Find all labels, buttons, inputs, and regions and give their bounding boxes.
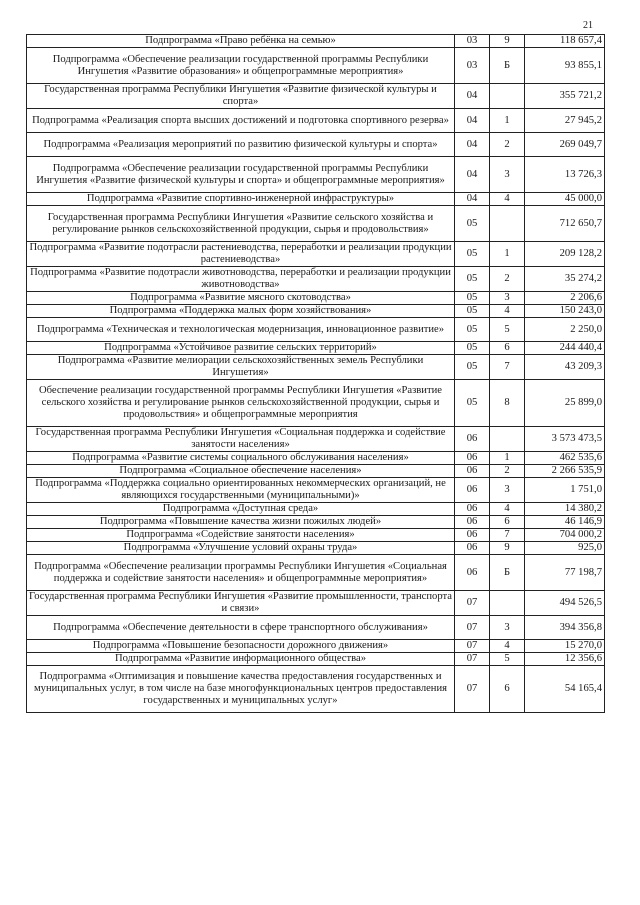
row-code-cell: 06 [455, 465, 490, 478]
row-name-cell: Подпрограмма «Развитие системы социального обслуживания населения» [27, 452, 455, 465]
row-name-cell: Подпрограмма «Поддержка социально ориентированных некоммерческих организаций, не являющихся государственными (муниципальными)» [27, 478, 455, 503]
row-subcode-cell: 5 [490, 653, 525, 666]
row-code-cell: 03 [455, 35, 490, 48]
row-subcode-cell: 1 [490, 109, 525, 133]
row-name-cell: Подпрограмма «Право ребёнка на семью» [27, 35, 455, 48]
row-name-cell: Подпрограмма «Реализация мероприятий по развитию физической культуры и спорта» [27, 133, 455, 157]
table-row [27, 452, 605, 465]
table-row [27, 653, 605, 666]
row-code-cell: 05 [455, 305, 490, 318]
row-code-cell: 06 [455, 516, 490, 529]
row-name-cell: Подпрограмма «Доступная среда» [27, 503, 455, 516]
row-subcode-cell: 4 [490, 640, 525, 653]
row-amount-cell: 12 356,6 [525, 653, 605, 666]
row-code-cell: 05 [455, 206, 490, 242]
row-name-cell: Подпрограмма «Развитие спортивно-инженерной инфраструктуры» [27, 193, 455, 206]
row-name-cell: Подпрограмма «Улучшение условий охраны труда» [27, 542, 455, 555]
table-body [27, 35, 605, 713]
row-code-cell: 06 [455, 452, 490, 465]
row-subcode-cell: 3 [490, 292, 525, 305]
row-code-cell: 05 [455, 380, 490, 427]
row-code-cell: 05 [455, 355, 490, 380]
table-row [27, 465, 605, 478]
row-name-cell: Подпрограмма «Оптимизация и повышение качества предоставления государственных и муниципальных услуг, в том числе на базе многофункциональных центров предоставления государственных и муниципальных услуг» [27, 666, 455, 713]
table-row [27, 542, 605, 555]
table-row [27, 242, 605, 267]
row-amount-cell: 14 380,2 [525, 503, 605, 516]
row-subcode-cell: 7 [490, 355, 525, 380]
row-subcode-cell: 1 [490, 242, 525, 267]
row-subcode-cell: 8 [490, 380, 525, 427]
row-code-cell: 07 [455, 616, 490, 640]
table-row [27, 35, 605, 48]
table-row [27, 133, 605, 157]
row-name-cell: Государственная программа Республики Ингушетия «Социальная поддержка и содействие занятости населения» [27, 427, 455, 452]
table-row [27, 555, 605, 591]
row-subcode-cell: 4 [490, 305, 525, 318]
row-name-cell: Подпрограмма «Обеспечение реализации государственной программы Республики Ингушетия «Развитие образования» и общепрограммные мероприятия» [27, 48, 455, 84]
row-subcode-cell: 6 [490, 516, 525, 529]
row-amount-cell: 712 650,7 [525, 206, 605, 242]
table-row [27, 616, 605, 640]
row-amount-cell: 15 270,0 [525, 640, 605, 653]
table-row [27, 318, 605, 342]
row-amount-cell: 704 000,2 [525, 529, 605, 542]
table-row [27, 427, 605, 452]
row-name-cell: Подпрограмма «Развитие мелиорации сельскохозяйственных земель Республики Ингушетия» [27, 355, 455, 380]
row-amount-cell: 244 440,4 [525, 342, 605, 355]
row-code-cell: 04 [455, 157, 490, 193]
row-amount-cell: 355 721,2 [525, 84, 605, 109]
row-amount-cell: 3 573 473,5 [525, 427, 605, 452]
table-row [27, 503, 605, 516]
row-amount-cell: 2 266 535,9 [525, 465, 605, 478]
row-code-cell: 06 [455, 478, 490, 503]
row-amount-cell: 25 899,0 [525, 380, 605, 427]
row-name-cell: Подпрограмма «Развитие подотрасли животноводства, переработки и реализации продукции животноводства» [27, 267, 455, 292]
row-subcode-cell: 2 [490, 267, 525, 292]
row-subcode-cell: 4 [490, 193, 525, 206]
row-amount-cell: 209 128,2 [525, 242, 605, 267]
row-subcode-cell: 7 [490, 529, 525, 542]
row-code-cell: 06 [455, 529, 490, 542]
table-row [27, 48, 605, 84]
row-amount-cell: 2 250,0 [525, 318, 605, 342]
row-subcode-cell: 6 [490, 666, 525, 713]
row-amount-cell: 27 945,2 [525, 109, 605, 133]
row-name-cell: Государственная программа Республики Ингушетия «Развитие промышленности, транспорта и связи» [27, 591, 455, 616]
row-amount-cell: 45 000,0 [525, 193, 605, 206]
row-subcode-cell: 9 [490, 35, 525, 48]
row-code-cell: 07 [455, 640, 490, 653]
row-code-cell: 03 [455, 48, 490, 84]
table-row [27, 206, 605, 242]
row-code-cell: 04 [455, 193, 490, 206]
row-amount-cell: 494 526,5 [525, 591, 605, 616]
row-amount-cell: 925,0 [525, 542, 605, 555]
row-name-cell: Подпрограмма «Устойчивое развитие сельских территорий» [27, 342, 455, 355]
row-code-cell: 07 [455, 653, 490, 666]
row-name-cell: Подпрограмма «Обеспечение реализации программы Республики Ингушетия «Социальная поддержка и содействие занятости населения» и общепрограммные мероприятия» [27, 555, 455, 591]
row-name-cell: Государственная программа Республики Ингушетия «Развитие физической культуры и спорта» [27, 84, 455, 109]
table-row [27, 355, 605, 380]
row-name-cell: Подпрограмма «Развитие мясного скотоводства» [27, 292, 455, 305]
row-code-cell: 07 [455, 591, 490, 616]
row-subcode-cell [490, 591, 525, 616]
table-row [27, 478, 605, 503]
page-number: 21 [583, 20, 593, 31]
row-subcode-cell [490, 427, 525, 452]
row-name-cell: Подпрограмма «Социальное обеспечение населения» [27, 465, 455, 478]
row-name-cell: Подпрограмма «Обеспечение деятельности в сфере транспортного обслуживания» [27, 616, 455, 640]
row-amount-cell: 1 751,0 [525, 478, 605, 503]
table-row [27, 342, 605, 355]
row-amount-cell: 13 726,3 [525, 157, 605, 193]
row-amount-cell: 462 535,6 [525, 452, 605, 465]
row-code-cell: 04 [455, 109, 490, 133]
table-row [27, 84, 605, 109]
table-row [27, 109, 605, 133]
row-name-cell: Подпрограмма «Поддержка малых форм хозяйствования» [27, 305, 455, 318]
row-code-cell: 05 [455, 318, 490, 342]
row-code-cell: 05 [455, 342, 490, 355]
row-amount-cell: 46 146,9 [525, 516, 605, 529]
budget-table [26, 34, 605, 713]
table-row [27, 267, 605, 292]
row-subcode-cell: 2 [490, 133, 525, 157]
row-subcode-cell: 3 [490, 478, 525, 503]
row-subcode-cell: 3 [490, 616, 525, 640]
row-subcode-cell: 4 [490, 503, 525, 516]
row-subcode-cell: 5 [490, 318, 525, 342]
row-name-cell: Подпрограмма «Повышение безопасности дорожного движения» [27, 640, 455, 653]
row-subcode-cell [490, 206, 525, 242]
row-amount-cell: 269 049,7 [525, 133, 605, 157]
row-amount-cell: 93 855,1 [525, 48, 605, 84]
row-code-cell: 05 [455, 292, 490, 305]
row-amount-cell: 394 356,8 [525, 616, 605, 640]
row-code-cell: 05 [455, 242, 490, 267]
row-name-cell: Подпрограмма «Техническая и технологическая модернизация, инновационное развитие» [27, 318, 455, 342]
row-subcode-cell [490, 84, 525, 109]
row-name-cell: Подпрограмма «Повышение качества жизни пожилых людей» [27, 516, 455, 529]
table-row [27, 529, 605, 542]
row-amount-cell: 35 274,2 [525, 267, 605, 292]
row-subcode-cell: 3 [490, 157, 525, 193]
table-row [27, 380, 605, 427]
row-amount-cell: 150 243,0 [525, 305, 605, 318]
row-subcode-cell: 1 [490, 452, 525, 465]
row-subcode-cell: Б [490, 48, 525, 84]
row-subcode-cell: 2 [490, 465, 525, 478]
row-subcode-cell: 6 [490, 342, 525, 355]
row-name-cell: Государственная программа Республики Ингушетия «Развитие сельского хозяйства и регулирование рынков сельскохозяйственной продукции, сырья и продовольствия» [27, 206, 455, 242]
table-row [27, 292, 605, 305]
row-code-cell: 04 [455, 133, 490, 157]
table-row [27, 193, 605, 206]
row-subcode-cell: 9 [490, 542, 525, 555]
table-row [27, 157, 605, 193]
row-name-cell: Подпрограмма «Развитие информационного общества» [27, 653, 455, 666]
table-row [27, 516, 605, 529]
row-code-cell: 06 [455, 427, 490, 452]
row-name-cell: Обеспечение реализации государственной программы Республики Ингушетия «Развитие сельского хозяйства и регулирование рынков сельскохозяйственной продукции, сырья и продовольствия» и общепрограммные мероприятия [27, 380, 455, 427]
row-code-cell: 05 [455, 267, 490, 292]
row-subcode-cell: Б [490, 555, 525, 591]
row-code-cell: 06 [455, 555, 490, 591]
row-name-cell: Подпрограмма «Содействие занятости населения» [27, 529, 455, 542]
row-amount-cell: 77 198,7 [525, 555, 605, 591]
row-name-cell: Подпрограмма «Обеспечение реализации государственной программы Республики Ингушетия «Развитие физической культуры и спорта» и общепрограммные мероприятия» [27, 157, 455, 193]
table-row [27, 640, 605, 653]
table-row [27, 666, 605, 713]
row-code-cell: 04 [455, 84, 490, 109]
row-amount-cell: 2 206,6 [525, 292, 605, 305]
row-amount-cell: 43 209,3 [525, 355, 605, 380]
table-row [27, 591, 605, 616]
row-name-cell: Подпрограмма «Развитие подотрасли растениеводства, переработки и реализации продукции растениеводства» [27, 242, 455, 267]
row-code-cell: 07 [455, 666, 490, 713]
row-code-cell: 06 [455, 542, 490, 555]
row-amount-cell: 54 165,4 [525, 666, 605, 713]
table-row [27, 305, 605, 318]
row-amount-cell: 118 657,4 [525, 35, 605, 48]
row-code-cell: 06 [455, 503, 490, 516]
row-name-cell: Подпрограмма «Реализация спорта высших достижений и подготовка спортивного резерва» [27, 109, 455, 133]
